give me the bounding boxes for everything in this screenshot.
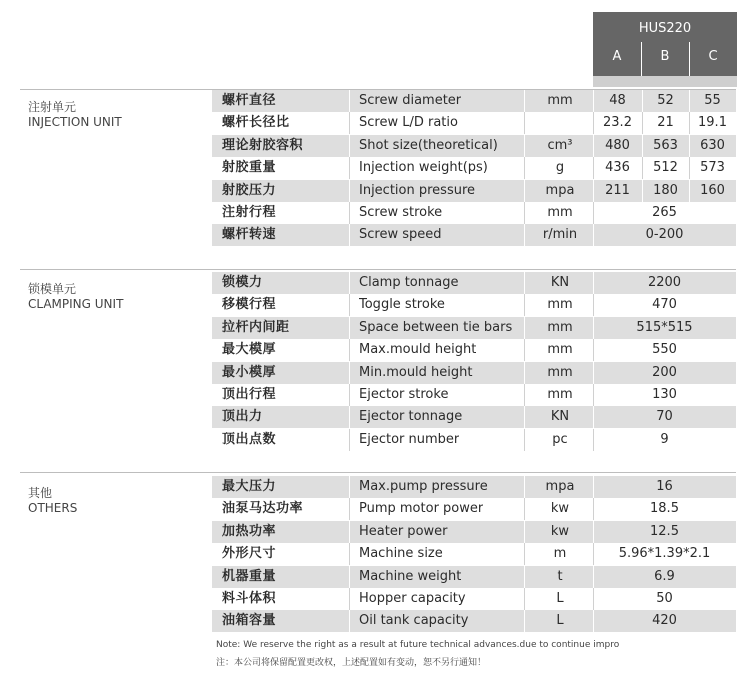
column-divider — [349, 339, 350, 361]
table-row — [212, 317, 736, 339]
variant-c: C — [708, 49, 718, 64]
column-divider — [349, 112, 350, 134]
spec-value-a: 211 — [605, 182, 630, 198]
column-divider — [349, 429, 350, 451]
spec-unit: L — [556, 613, 564, 629]
spec-value-a: 23.2 — [603, 115, 632, 131]
spec-value: 130 — [652, 387, 677, 402]
spec-value: 5.96*1.39*2.1 — [618, 546, 711, 562]
spec-unit: mpa — [545, 182, 575, 198]
column-divider — [349, 610, 350, 632]
spec-value: 18.5 — [650, 501, 679, 517]
spec-name-cn: 锁模力 — [222, 275, 263, 290]
section-divider — [20, 269, 736, 270]
spec-name-en: Screw stroke — [359, 205, 443, 220]
spec-name-cn: 油泵马达功率 — [222, 501, 304, 517]
spec-name-cn: 机器重量 — [222, 568, 277, 584]
table-row — [212, 202, 736, 224]
spec-name-cn: 射胶重量 — [222, 160, 277, 176]
table-row — [212, 476, 736, 498]
spec-name-cn: 理论射胶容积 — [222, 137, 304, 153]
spec-unit: mm — [547, 342, 573, 358]
section-label-en: CLAMPING UNIT — [28, 297, 124, 311]
spec-unit: mm — [547, 297, 573, 313]
spec-name-en: Space between tie bars — [359, 319, 513, 335]
table-row — [212, 157, 736, 179]
spec-name-cn: 外形尺寸 — [222, 546, 277, 562]
spec-name-en: Heater power — [359, 523, 448, 539]
table-row — [212, 588, 736, 610]
column-divider — [349, 135, 350, 157]
spec-value: 70 — [656, 409, 673, 425]
spec-name-cn: 加热功率 — [222, 523, 277, 539]
spec-unit: mm — [547, 93, 573, 108]
note-cn: 注：本公司将保留配置更改权，上述配置如有变动，恕不另行通知！ — [216, 658, 487, 668]
section-label-clamping — [28, 282, 123, 312]
table-row — [212, 180, 736, 202]
spec-name-en: Screw L/D ratio — [359, 115, 458, 131]
spec-value: 16 — [656, 479, 673, 494]
spec-name-en: Machine size — [359, 546, 443, 562]
spec-name-en: Toggle stroke — [359, 297, 445, 313]
section-label-en: INJECTION UNIT — [28, 115, 122, 129]
spec-value: 6.9 — [654, 568, 675, 584]
spec-value: 200 — [652, 364, 677, 380]
spec-name-en: Ejector tonnage — [359, 409, 463, 425]
column-divider — [349, 224, 350, 246]
spec-value-a: 480 — [605, 137, 630, 153]
spec-name-en: Hopper capacity — [359, 591, 466, 606]
spec-name-en: Shot size(theoretical) — [359, 137, 498, 153]
spec-value-c: 55 — [704, 93, 721, 108]
spec-value-b: 180 — [653, 182, 678, 198]
spec-name-cn: 螺杆直径 — [222, 93, 277, 108]
column-divider — [349, 476, 350, 498]
spec-unit: t — [557, 568, 563, 584]
column-divider — [349, 566, 350, 588]
spec-name-cn: 注射行程 — [222, 205, 277, 220]
note-en: Note: We reserve the right as a result at future technical advances.due to continue impro — [216, 640, 620, 650]
model-name: HUS220 — [638, 21, 692, 36]
section-label-cn: 其他 — [28, 486, 53, 500]
table-row — [212, 112, 736, 134]
table-row — [212, 272, 736, 294]
section-label-injection — [28, 100, 122, 130]
spec-name-en: Injection weight(ps) — [359, 160, 488, 176]
column-divider — [349, 294, 350, 316]
model-header — [593, 12, 737, 87]
spec-unit — [524, 112, 596, 134]
spec-value: 470 — [652, 297, 677, 313]
column-divider — [349, 317, 350, 339]
spec-name-cn: 顶出力 — [222, 409, 263, 425]
spec-value: 265 — [652, 205, 677, 220]
spec-value-b: 21 — [657, 115, 674, 131]
spec-value-c: 573 — [700, 160, 725, 176]
table-row — [212, 521, 736, 543]
spec-unit: r/min — [542, 227, 578, 243]
spec-name-en: Pump motor power — [359, 501, 484, 517]
spec-value-a: 48 — [609, 93, 626, 108]
model-header-top — [593, 12, 737, 76]
spec-value: 12.5 — [650, 523, 679, 539]
column-divider — [349, 498, 350, 520]
spec-name-cn: 顶出点数 — [222, 431, 277, 447]
variant-b: B — [660, 49, 670, 64]
spec-name-en: Ejector number — [359, 431, 460, 447]
table-row — [212, 566, 736, 588]
table-row — [212, 498, 736, 520]
spec-name-cn: 螺杆长径比 — [222, 115, 290, 131]
spec-value-a: 436 — [605, 160, 630, 176]
spec-unit: mpa — [545, 479, 575, 494]
spec-unit: mm — [547, 205, 573, 220]
section-label-cn: 锁模单元 — [28, 282, 77, 296]
table-row — [212, 543, 736, 565]
section-divider — [20, 472, 736, 473]
column-divider — [349, 588, 350, 610]
spec-name-cn: 拉杆内间距 — [222, 319, 290, 335]
section-label-others — [28, 486, 77, 516]
table-row — [212, 135, 736, 157]
spec-name-en: Machine weight — [359, 568, 462, 584]
spec-value-c: 160 — [700, 182, 725, 198]
spec-unit: KN — [550, 409, 570, 425]
spec-name-en: Clamp tonnage — [359, 275, 459, 290]
column-divider — [349, 90, 350, 112]
spec-name-cn: 油箱容量 — [222, 613, 277, 629]
spec-unit: kw — [550, 523, 570, 539]
spec-name-cn: 最大模厚 — [222, 342, 277, 358]
column-divider — [349, 157, 350, 179]
column-divider — [349, 180, 350, 202]
column-divider — [349, 521, 350, 543]
spec-value-b: 512 — [653, 160, 678, 176]
spec-value: 9 — [660, 431, 669, 447]
spec-unit: kw — [550, 501, 570, 517]
spec-name-en: Injection pressure — [359, 182, 476, 198]
spec-value: 2200 — [647, 275, 682, 290]
spec-value-c: 630 — [700, 137, 725, 153]
spec-name-en: Oil tank capacity — [359, 613, 469, 629]
table-row — [212, 224, 736, 246]
spec-value-c: 19.1 — [698, 115, 727, 131]
spec-unit: m — [553, 546, 567, 562]
column-divider — [349, 362, 350, 384]
spec-unit: L — [556, 591, 564, 606]
spec-name-cn: 最大压力 — [222, 479, 277, 494]
spec-name-cn: 最小模厚 — [222, 364, 277, 380]
spec-unit: mm — [547, 319, 573, 335]
spec-value: 550 — [652, 342, 677, 358]
table-row — [212, 362, 736, 384]
spec-unit: g — [555, 160, 565, 176]
table-row — [212, 339, 736, 361]
table-row — [212, 294, 736, 316]
table-row — [212, 610, 736, 632]
column-divider — [349, 202, 350, 224]
spec-name-en: Max.pump pressure — [359, 479, 488, 494]
section-label-cn: 注射单元 — [28, 100, 77, 114]
spec-unit: KN — [550, 275, 570, 290]
section-label-en: OTHERS — [28, 501, 78, 515]
spec-unit: mm — [547, 364, 573, 380]
spec-name-cn: 螺杆转速 — [222, 227, 277, 243]
spec-unit: pc — [552, 431, 568, 447]
spec-value-b: 563 — [653, 137, 678, 153]
spec-unit: mm — [547, 387, 573, 402]
spec-value: 0-200 — [645, 227, 684, 243]
column-divider — [349, 384, 350, 406]
column-divider — [349, 272, 350, 294]
table-row — [212, 406, 736, 428]
spec-value-b: 52 — [657, 93, 674, 108]
spec-name-cn: 移模行程 — [222, 297, 277, 313]
spec-name-en: Screw speed — [359, 227, 442, 243]
table-row — [212, 384, 736, 406]
spec-name-cn: 顶出行程 — [222, 387, 277, 402]
spec-name-cn: 料斗体积 — [222, 591, 277, 606]
table-row — [212, 429, 736, 451]
spec-value: 420 — [652, 613, 677, 629]
spec-name-en: Screw diameter — [359, 93, 462, 108]
spec-unit: cm³ — [547, 137, 573, 153]
column-divider — [349, 406, 350, 428]
spec-name-en: Min.mould height — [359, 364, 473, 380]
spec-name-cn: 射胶压力 — [222, 182, 277, 198]
table-row — [212, 90, 736, 112]
spec-name-en: Max.mould height — [359, 342, 477, 358]
variant-a: A — [612, 49, 622, 64]
spec-value: 50 — [656, 591, 673, 606]
spec-value: 515*515 — [636, 319, 693, 335]
column-divider — [349, 543, 350, 565]
spec-name-en: Ejector stroke — [359, 387, 449, 402]
